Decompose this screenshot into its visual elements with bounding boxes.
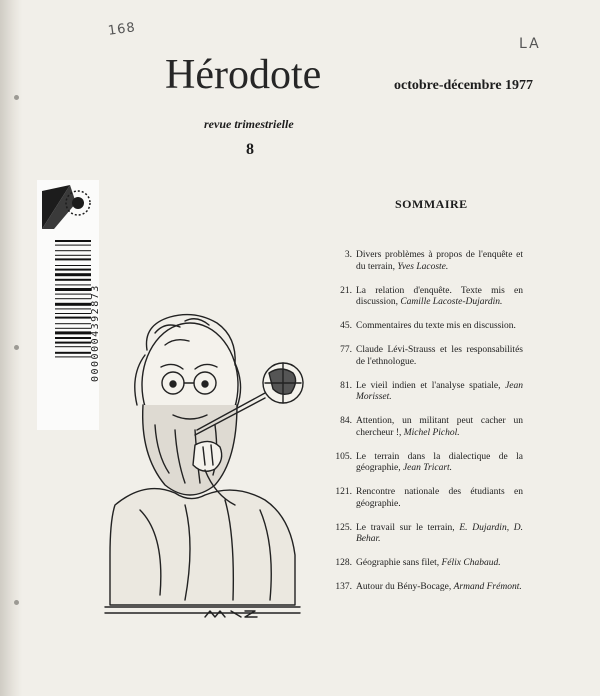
toc-entry bbox=[318, 381, 523, 404]
toc-entry-text bbox=[356, 250, 523, 273]
toc-entry bbox=[318, 345, 523, 368]
toc-entry-text bbox=[356, 286, 523, 309]
toc-page-number: 137. bbox=[335, 582, 352, 592]
toc-entry-text bbox=[356, 523, 523, 546]
binding-hole bbox=[14, 95, 19, 100]
toc-article-title: Rencontre nationale des étudiants en géographie. bbox=[356, 487, 523, 509]
publisher-logo-icon bbox=[40, 183, 95, 231]
toc-page-number: 77. bbox=[340, 345, 352, 355]
toc-author: E. Dujardin, D. Behar. bbox=[356, 522, 523, 544]
toc-entry-text bbox=[356, 582, 523, 594]
toc-entry-text bbox=[356, 487, 523, 510]
toc-page-number: 125. bbox=[335, 522, 352, 533]
toc-entry-text bbox=[356, 345, 523, 368]
toc-entry-text bbox=[356, 321, 523, 333]
toc-article-title: La relation d'enquête. Texte mis en discussion, bbox=[356, 285, 523, 307]
issue-date: octobre-décembre 1977 bbox=[394, 78, 534, 93]
toc-entry bbox=[318, 558, 523, 570]
handwritten-annotation-number: 168 bbox=[107, 20, 137, 39]
toc-entry-text bbox=[356, 416, 523, 439]
toc-entry bbox=[318, 416, 523, 439]
toc-page-number: 84. bbox=[340, 416, 352, 426]
toc-author: Yves Lacoste. bbox=[397, 261, 449, 272]
toc-page-number: 81. bbox=[340, 380, 352, 391]
table-of-contents bbox=[318, 250, 523, 606]
toc-page-number: 21. bbox=[340, 285, 352, 296]
toc-page-number: 105. bbox=[335, 451, 352, 462]
toc-entry bbox=[318, 250, 523, 273]
journal-subtitle: revue trimestrielle bbox=[204, 117, 294, 131]
toc-page-number: 128. bbox=[335, 558, 352, 568]
toc-author: Camille Lacoste-Dujardin. bbox=[400, 297, 503, 307]
toc-entry-text bbox=[356, 452, 523, 475]
toc-entry bbox=[318, 582, 523, 594]
toc-entry-text bbox=[356, 558, 523, 570]
toc-entry bbox=[318, 523, 523, 546]
toc-entry bbox=[318, 321, 523, 333]
toc-article-title: Claude Lévi-Strauss et les responsabilités de l'ethnologue. bbox=[356, 345, 523, 367]
spine-binding bbox=[0, 0, 22, 696]
toc-article-title: Commentaires du texte mis en discussion. bbox=[356, 321, 516, 331]
toc-article-title: Divers problèmes à propos de l'enquête et du terrain, bbox=[356, 250, 523, 272]
binding-hole bbox=[14, 345, 19, 350]
toc-author: Jean Tricart. bbox=[402, 463, 453, 473]
toc-author: Félix Chabaud. bbox=[441, 558, 501, 568]
toc-article-title: Géographie sans filet, bbox=[356, 558, 440, 568]
barcode-number: 0000004392873 bbox=[90, 284, 101, 382]
caricature-illustration bbox=[85, 255, 325, 620]
toc-author: Armand Frémont. bbox=[453, 582, 522, 592]
issue-number: 8 bbox=[246, 141, 254, 158]
toc-entry bbox=[318, 487, 523, 510]
table-of-contents-title: SOMMAIRE bbox=[395, 197, 468, 211]
toc-page-number: 3. bbox=[344, 250, 352, 260]
toc-article-title: Le travail sur le terrain, bbox=[356, 522, 455, 533]
journal-title: Hérodote bbox=[165, 52, 322, 98]
toc-page-number: 121. bbox=[335, 487, 352, 497]
toc-article-title: Le terrain dans la dialectique de la géographie, bbox=[356, 451, 523, 473]
toc-article-title: Le vieil indien et l'analyse spatiale, bbox=[356, 380, 501, 391]
toc-author: Jean Morisset. bbox=[356, 380, 524, 402]
toc-page-number: 45. bbox=[340, 321, 352, 331]
toc-author: Michel Pichol. bbox=[403, 427, 460, 438]
toc-entry bbox=[318, 286, 523, 309]
binding-hole bbox=[14, 600, 19, 605]
toc-article-title: Autour du Bény-Bocage, bbox=[356, 582, 452, 592]
handwritten-annotation-initials: LA bbox=[519, 36, 541, 52]
toc-entry bbox=[318, 452, 523, 475]
toc-entry-text bbox=[356, 381, 523, 404]
toc-article-title: Attention, un militant peut cacher un chercheur !, bbox=[356, 416, 523, 438]
